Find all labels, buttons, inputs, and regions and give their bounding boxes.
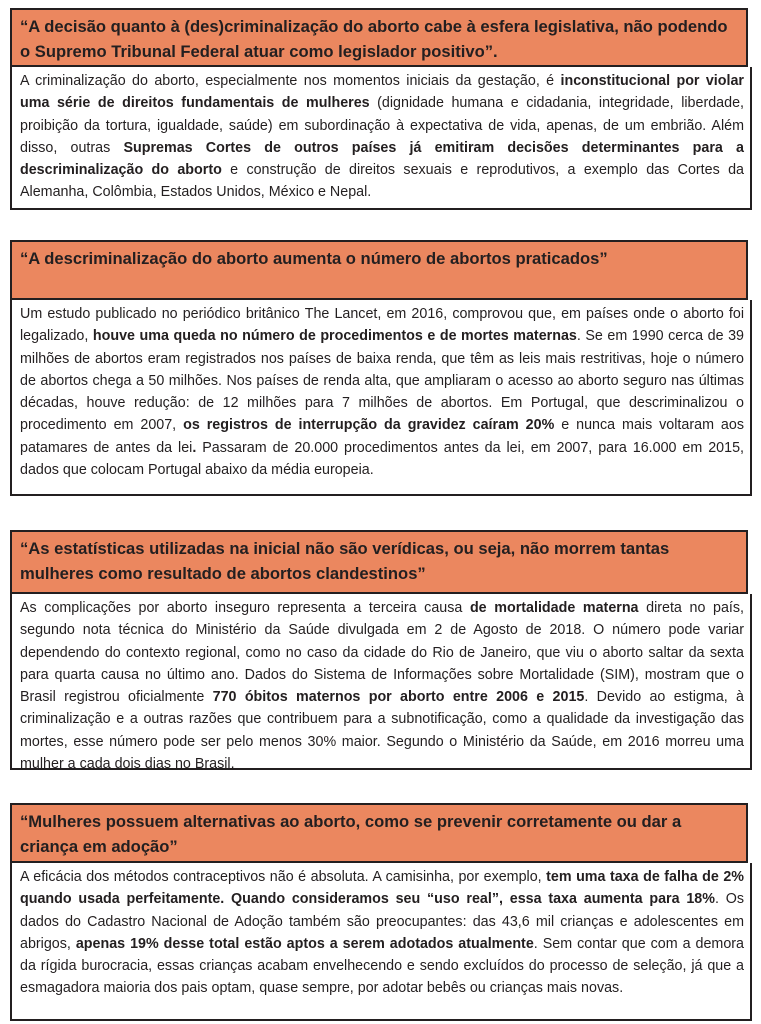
argument-title: “A descriminalização do aborto aumenta o número de abortos praticados” (20, 249, 608, 268)
text-run: . Sem contar que com a demora da rígida burocracia, essas crianças acabam envelhecendo e sendo excluídos do processo de seleção, já que a esmagadora maioria dos pais optam, quase sempre, por adotar bebês ou crianças mais novas. (20, 935, 745, 997)
text-run-bold: tem uma taxa de falha de 2% quando usada perfeitamente. Quando consideramos seu “uso real”, essa taxa aumenta para 18% (20, 869, 744, 908)
text-run: direta no país, segundo nota técnica do Ministério da Saúde divulgada em 2 de Agosto de 2018. O número pode variar dependendo do contexto regional, como no caso da cidade do Rio de Janeiro, que viu o aborto saltar da sexta para quarta causa no último ano. Dados do Sistema de Informações sobre Mortalidade (SIM), mostram que o Brasil registrou oficialmente (20, 600, 745, 706)
argument-header (10, 8, 748, 67)
text-run: . Devido ao estigma, à criminalização e a outras razões que contribuem para a subnotificação, como a qualidade da investigação das mortes, esse número pode ser pelo menos 30% maior. Segundo o Ministério da Saúde, em 2016 morreu uma mulher a cada dois dias no Brasil. (20, 689, 745, 773)
argument-header (10, 240, 748, 300)
rebuttal-text (12, 300, 750, 481)
text-run: e nunca mais voltaram aos patamares de antes da lei (20, 417, 744, 456)
text-run-bold: de mortalidade materna (469, 600, 639, 616)
text-run: e construção de direitos sexuais e reprodutivos, a exemplo das Cortes da Alemanha, Colômbia, Estados Unidos, México e Nepal. (20, 162, 744, 201)
argument-title: “As estatísticas utilizadas na inicial não são verídicas, ou seja, não morrem tantas mulheres como resultado de abortos clandestinos” (20, 539, 670, 583)
argument-title: “Mulheres possuem alternativas ao aborto, como se prevenir corretamente ou dar a criança em adoção” (20, 812, 682, 856)
rebuttal-text (12, 67, 750, 204)
argument-rebuttal (10, 67, 752, 210)
text-run: . Os dados do Cadastro Nacional de Adoção também são preocupantes: das 43,6 mil crianças e adolescentes em abrigos, (20, 891, 744, 952)
argument-header (10, 803, 748, 863)
text-run: As complicações por aborto inseguro representa a terceira causa (20, 600, 470, 616)
argument-rebuttal (10, 300, 752, 496)
text-run: . Se em 1990 cerca de 39 milhões de abortos eram registrados nos países de baixa renda, que têm as leis mais restritivas, hoje o número de abortos chega a 50 milhões. Nos países de renda alta, que ampliaram o acesso ao aborto seguro nas últimas décadas, houve redução: de 12 milhões para 7 milhões de abortos. Em Portugal, que descriminalizou o procedimento em 2007, (20, 328, 744, 434)
text-run: A eficácia dos métodos contraceptivos não é absoluta. A camisinha, por exemplo, (20, 869, 547, 885)
argument-title: “A decisão quanto à (des)criminalização do aborto cabe à esfera legislativa, não podendo o Supremo Tribunal Federal atuar como legislador positivo”. (20, 17, 728, 61)
text-run: Um estudo publicado no periódico britânico The Lancet, em 2016, comprovou que, em países onde o aborto foi legalizado, (20, 306, 744, 345)
text-run-bold: 770 óbitos maternos por aborto entre 2006 e 2015 (212, 689, 585, 706)
text-run-bold: Supremas Cortes de outros países já emitiram decisões determinantes para a descriminalização do aborto (20, 139, 745, 179)
argument-header (10, 530, 748, 594)
text-run-bold: inconstitucional por violar uma série de direitos fundamentais de mulheres (20, 73, 745, 112)
argument-rebuttal (10, 594, 752, 773)
text-run: Passaram de 20.000 procedimentos antes da lei, em 2007, para 16.000 em 2015, dados que colocam Portugal abaixo da média europeia. (20, 439, 744, 479)
rebuttal-text (12, 594, 750, 775)
text-run-bold: os registros de interrupção da gravidez caíram 20% (183, 417, 555, 434)
argument-rebuttal (10, 863, 752, 1021)
text-run-bold: . (192, 439, 197, 456)
text-run-bold: apenas 19% desse total estão aptos a serem adotados atualmente (75, 935, 534, 952)
text-run: (dignidade humana e cidadania, integridade, liberdade, proibição da tortura, igualdade, saúde) em subordinação à expectativa de vida, apenas, de um embrião. Além disso, outras (20, 95, 744, 156)
text-run-bold: houve uma queda no número de procedimentos e de mortes maternas (92, 328, 577, 345)
text-run: A criminalização do aborto, especialmente nos momentos iniciais da gestação, é (20, 73, 561, 89)
rebuttal-text (12, 863, 750, 1000)
